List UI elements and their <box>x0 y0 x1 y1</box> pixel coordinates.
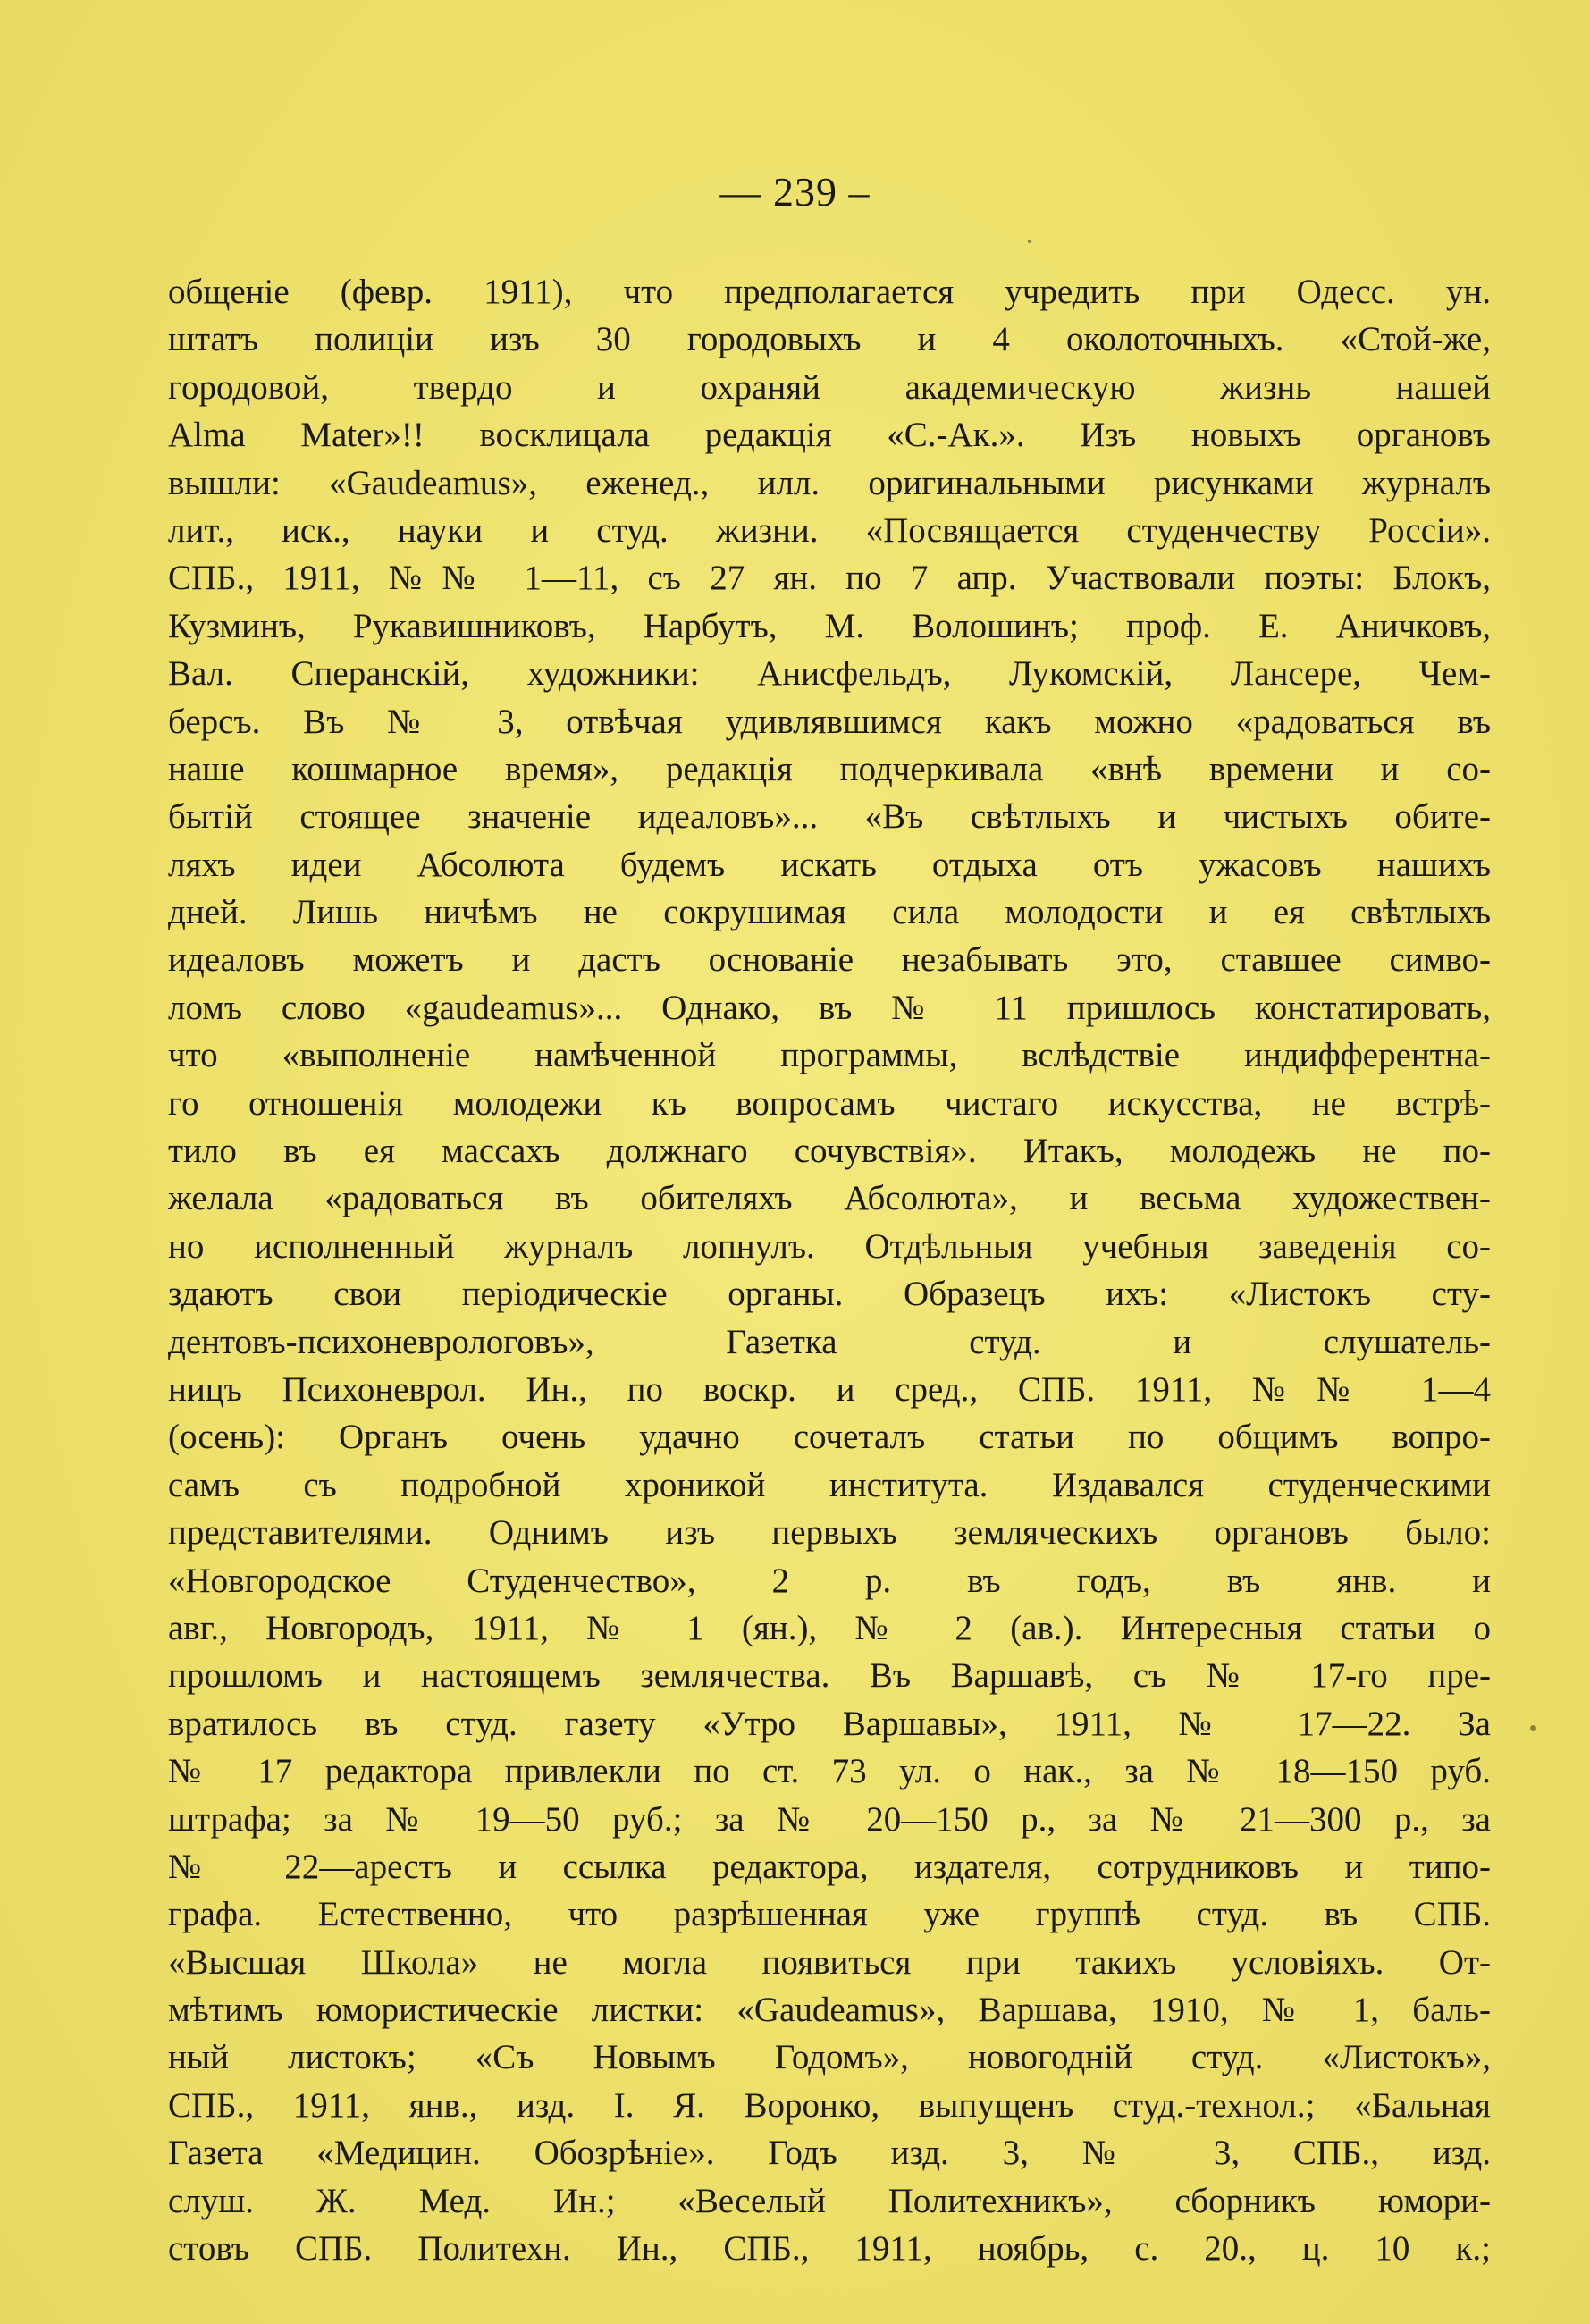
text-line: вышли: «Gaudeamus», еженед., илл. оригинальными рисунками журналъ <box>168 463 1491 502</box>
text-line: стовъ СПБ. Политехн. Ин., СПБ., 1911, ноябрь, с. 20., ц. 10 к.; <box>168 2229 1491 2269</box>
text-line: берсъ. Въ № 3, отвѣчая удивлявшимся какъ можно «радоваться въ <box>168 702 1491 741</box>
text-line: городовой, твердо и охраняй академическую жизнь нашей <box>168 367 1491 407</box>
text-line: Газета «Медицин. Обозрѣніе». Годъ изд. 3, № 3, СПБ., изд. <box>168 2134 1491 2173</box>
text-line: СПБ., 1911, №№ 1—11, съ 27 ян. по 7 апр. Участвовали поэты: Блокъ, <box>168 559 1491 598</box>
text-line: ницъ Психоневрол. Ин., по воскр. и сред., СПБ. 1911, №№ 1—4 <box>168 1369 1491 1409</box>
text-line: но исполненный журналъ лопнулъ. Отдѣльныя учебныя заведенія со- <box>168 1226 1491 1266</box>
text-line: тило въ ея массахъ должнаго сочувствія». Итакъ, молодежь не по- <box>168 1132 1491 1171</box>
text-line: лит., иск., науки и студ. жизни. «Посвящается студенчеству Россіи». <box>168 510 1491 550</box>
text-line: ломъ слово «gaudeamus»... Однако, въ № 11 пришлось констатировать, <box>168 988 1491 1027</box>
text-line: что «выполненіе намѣченной программы, вслѣдствіе индифферентна- <box>168 1036 1491 1075</box>
text-line: штатъ полиціи изъ 30 городовыхъ и 4 околоточныхъ. «Стой-же, <box>168 320 1491 359</box>
text-line: бытій стоящее значеніе идеаловъ»... «Въ свѣтлыхъ и чистыхъ обите- <box>168 797 1491 837</box>
text-line: желала «радоваться въ обителяхъ Абсолюта», и весьма художествен- <box>168 1179 1491 1218</box>
text-line: идеаловъ можетъ и дастъ основаніе незабывать это, ставшее симво- <box>168 940 1491 980</box>
text-line: (осень): Органъ очень удачно сочеталъ статьи по общимъ вопро- <box>168 1418 1491 1457</box>
text-line: го отношенія молодежи къ вопросамъ чистаго искусства, не встрѣ- <box>168 1083 1491 1123</box>
text-line: дентовъ-психоневрологовъ», Газетка студ. и слушатель- <box>168 1322 1491 1361</box>
text-line: штрафа; за № 19—50 руб.; за № 20—150 р., за № 21—300 р., за <box>168 1799 1491 1839</box>
paper-speck <box>1530 1725 1536 1731</box>
text-line: наше кошмарное время», редакція подчеркивала «внѣ времени и со- <box>168 749 1491 788</box>
text-line: самъ съ подробной хроникой института. Издавался студенческими <box>168 1465 1491 1504</box>
text-line: прошломъ и настоящемъ землячества. Въ Варшавѣ, съ № 17-го пре- <box>168 1656 1491 1696</box>
text-line: № 17 редактора привлекли по ст. 73 ул. о нак., за № 18—150 руб. <box>168 1752 1491 1791</box>
body-text <box>168 268 1491 2272</box>
text-line: СПБ., 1911, янв., изд. І. Я. Воронко, выпущенъ студ.-технол.; «Бальная <box>168 2085 1491 2125</box>
text-line: № 22—арестъ и ссылка редактора, издателя, сотрудниковъ и типо- <box>168 1847 1491 1886</box>
text-line: слуш. Ж. Мед. Ин.; «Веселый Политехникъ», сборникъ юмори- <box>168 2181 1491 2220</box>
paper-speck <box>1028 240 1031 243</box>
text-line: графа. Естественно, что разрѣшенная уже группѣ студ. въ СПБ. <box>168 1895 1491 1934</box>
text-line: ляхъ идеи Абсолюта будемъ искать отдыха отъ ужасовъ нашихъ <box>168 845 1491 884</box>
text-line: Alma Mater»!! восклицала редакція «С.-Ак.». Изъ новыхъ органовъ <box>168 416 1491 455</box>
text-line: авг., Новгородъ, 1911, № 1 (ян.), № 2 (ав.). Интересныя статьи о <box>168 1608 1491 1647</box>
text-line: дней. Лишь ничѣмъ не сокрушимая сила молодости и ея свѣтлыхъ <box>168 893 1491 932</box>
text-line: представителями. Однимъ изъ первыхъ земляческихъ органовъ было: <box>168 1513 1491 1553</box>
text-line: Вал. Сперанскій, художники: Анисфельдъ, Лукомскій, Лансере, Чем- <box>168 654 1491 694</box>
text-line: мѣтимъ юмористическіе листки: «Gaudeamus», Варшава, 1910, № 1, баль- <box>168 1991 1491 2030</box>
text-line: общеніе (февр. 1911), что предполагается учредить при Одесс. ун. <box>168 273 1491 311</box>
page-number: — 239 – <box>719 169 871 215</box>
text-line: ный листокъ; «Съ Новымъ Годомъ», новогодній студ. «Листокъ», <box>168 2038 1491 2077</box>
text-line: «Новгородское Студенчество», 2 р. въ годъ, въ янв. и <box>168 1561 1491 1600</box>
text-line: «Высшая Школа» не могла появиться при такихъ условіяхъ. От- <box>168 1942 1491 1982</box>
text-line: Кузминъ, Рукавишниковъ, Нарбутъ, М. Волошинъ; проф. Е. Аничковъ, <box>168 606 1491 645</box>
text-line: вратилось въ студ. газету «Утро Варшавы», 1911, № 17—22. За <box>168 1704 1491 1743</box>
text-line: здаютъ свои періодическіе органы. Образецъ ихъ: «Листокъ сту- <box>168 1275 1491 1314</box>
